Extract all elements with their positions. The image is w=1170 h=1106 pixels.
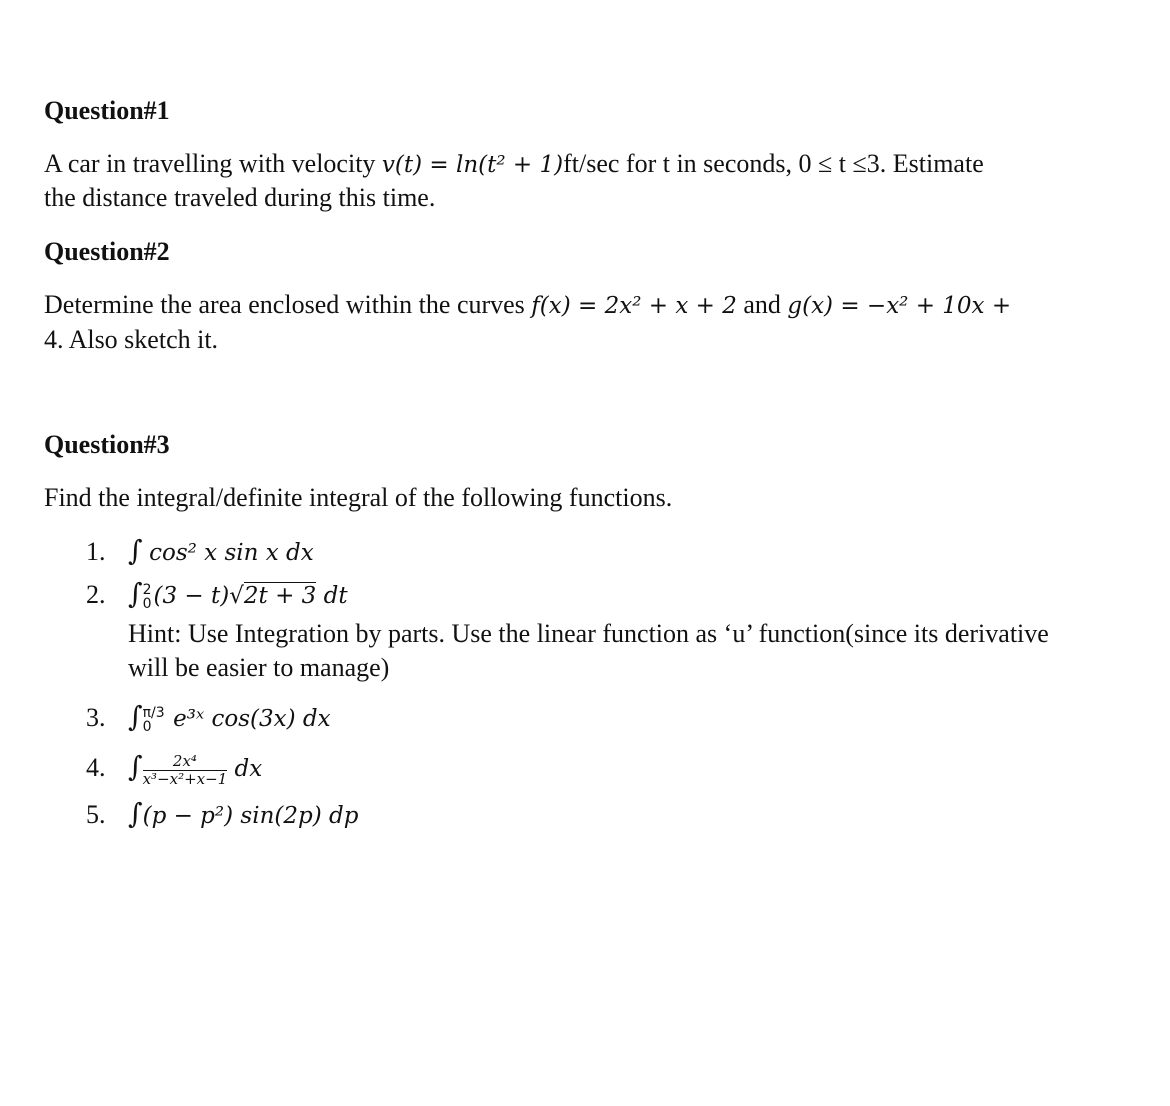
differential: dx <box>227 756 263 782</box>
question-2-text <box>44 290 1011 321</box>
differential: dt <box>316 583 348 609</box>
limits <box>143 706 165 734</box>
question-1-heading: Question#1 <box>44 96 170 125</box>
item-number: 4. <box>86 753 106 782</box>
question-2-heading: Question#2 <box>44 237 170 266</box>
hint-line-1: Hint: Use Integration by parts. Use the linear function as ‘u’ function(since its derivative <box>128 619 1049 648</box>
q2-and: and <box>736 290 788 319</box>
question-1-line2: the distance traveled during this time. <box>44 183 436 212</box>
item-number: 5. <box>86 800 106 829</box>
lower-limit: 0 <box>142 719 152 736</box>
lower-limit: 0 <box>142 596 152 613</box>
integral-sign: ∫ <box>128 750 143 783</box>
q1-text-cont: ft/sec for t in seconds, 0 ≤ t ≤3. Estimate <box>563 149 984 178</box>
integral-sign: ∫ <box>128 577 143 610</box>
integral-sign: ∫ <box>128 700 143 733</box>
list-item-3 <box>86 702 331 734</box>
hint-line-2: will be easier to manage) <box>128 653 390 682</box>
fraction <box>143 753 228 788</box>
integral-sign: ∫ <box>128 534 143 567</box>
integrand: cos² x sin x dx <box>149 540 314 566</box>
velocity-formula: v(t) = ln(t² + 1) <box>381 152 564 178</box>
item-number: 1. <box>86 537 106 566</box>
denominator: x³−x²+x−1 <box>142 769 228 788</box>
question-1-text <box>44 149 984 180</box>
list-item-2 <box>86 579 348 611</box>
question-2-line2: 4. Also sketch it. <box>44 325 219 354</box>
list-item-1 <box>86 536 314 568</box>
item-number: 2. <box>86 580 106 609</box>
upper-limit: π/3 <box>142 705 165 722</box>
question-3-intro: Find the integral/definite integral of the following functions. <box>44 483 673 512</box>
list-item-4 <box>86 752 262 788</box>
integrand: (3 − t)√ <box>153 583 244 609</box>
integral-sign: ∫ <box>128 797 143 830</box>
q1-text: A car in travelling with velocity <box>44 149 382 178</box>
limits <box>143 583 152 611</box>
list-item-5 <box>86 799 358 831</box>
numerator: 2x⁴ <box>143 753 228 771</box>
integrand: (p − p²) sin(2p) dp <box>142 803 359 829</box>
f-formula: f(x) = 2x² + x + 2 <box>531 293 737 319</box>
item-number: 3. <box>86 703 106 732</box>
upper-limit: 2 <box>142 582 152 599</box>
radicand: 2t + 3 <box>243 583 317 609</box>
q2-text: Determine the area enclosed within the curves <box>44 290 532 319</box>
question-3-heading: Question#3 <box>44 430 170 459</box>
g-formula: g(x) = −x² + 10x + <box>787 293 1012 319</box>
integrand: e³ˣ cos(3x) dx <box>173 706 331 732</box>
